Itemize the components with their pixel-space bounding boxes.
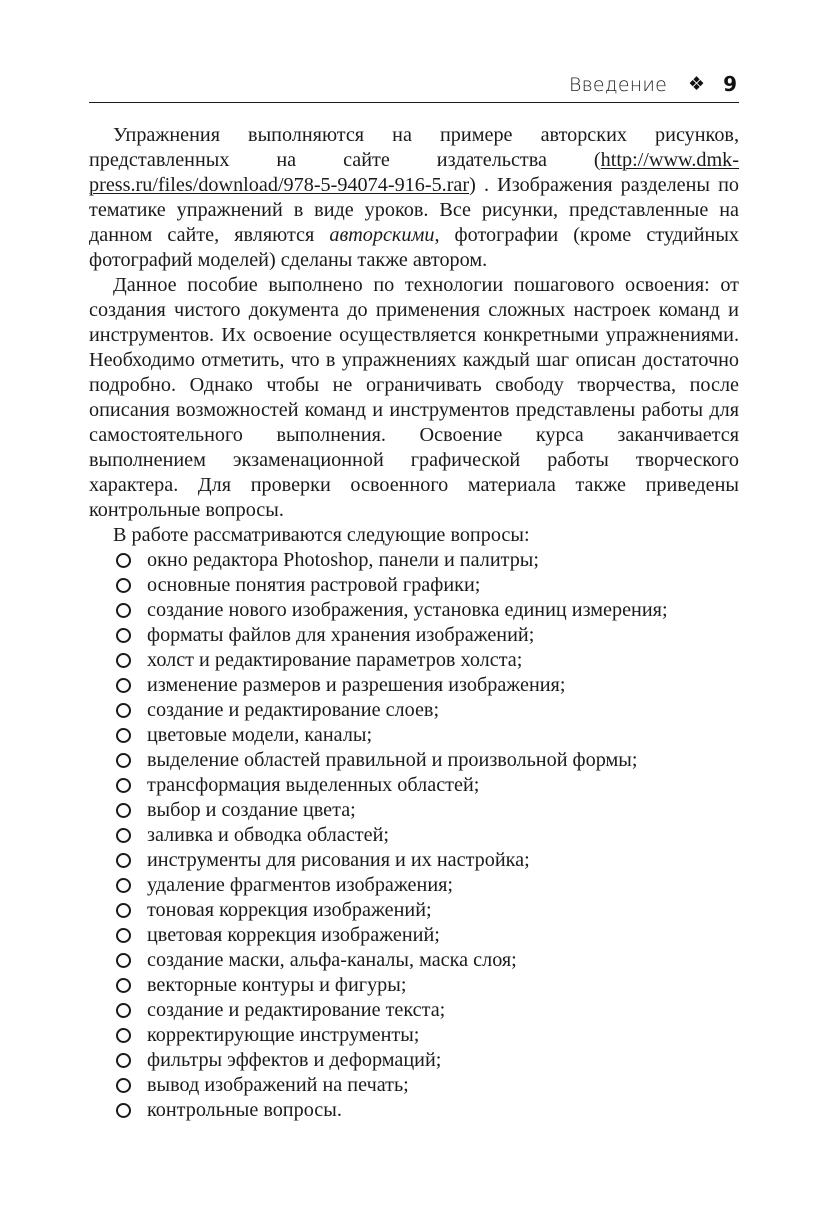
list-item — [89, 1098, 739, 1123]
list-item-text: выбор и создание цвета; — [147, 799, 356, 821]
circle-bullet-icon — [116, 553, 131, 568]
paragraph-1-text-after: , фотографии (кроме студийных фотографий моделей) сделаны также автором. — [89, 224, 739, 271]
list-item-text: изменение размеров и разрешения изображения; — [147, 674, 566, 696]
circle-bullet-icon — [116, 1103, 131, 1118]
circle-bullet-icon — [116, 678, 131, 693]
list-item — [89, 723, 739, 748]
list-item — [89, 898, 739, 923]
circle-bullet-icon — [116, 578, 131, 593]
list-item-text: фильтры эффектов и деформаций; — [147, 1049, 442, 1071]
list-item-text: цветовая коррекция изображений; — [147, 924, 440, 946]
ornament-icon: ❖ — [687, 73, 705, 95]
circle-bullet-icon — [116, 878, 131, 893]
circle-bullet-icon — [116, 928, 131, 943]
circle-bullet-icon — [116, 953, 131, 968]
section-title: Введение — [568, 74, 667, 96]
list-item-text: цветовые модели, каналы; — [147, 724, 373, 746]
circle-bullet-icon — [116, 603, 131, 618]
circle-bullet-icon — [116, 1053, 131, 1068]
paragraph-2: Данное пособие выполнено по технологии пошагового освоения: от создания чистого документа до применения сложных настроек команд и инструментов. Их освоение осуществляется конкретными упражнениями. Необходимо отметить, что в упражнениях каждый шаг описан достаточно подробно. Однако чтобы не ограничивать свободу творчества, после описания возможностей команд и инструментов представлены работы для самостоятельного выполнения. Освоение курса заканчивается выполнением экзаменационной графической работы творческого характера. Для проверки освоенного материала также приведены контрольные вопросы. — [89, 274, 739, 521]
list-item — [89, 673, 739, 698]
download-link[interactable]: http://www.dmk-press.ru/files/download/978-5-94074-916-5.rar — [89, 149, 739, 196]
list-item — [89, 1023, 739, 1048]
list-item-text: корректирующие инструменты; — [147, 1024, 420, 1046]
list-item-text: трансформация выделенных областей; — [147, 774, 480, 796]
list-item — [89, 798, 739, 823]
list-item — [89, 848, 739, 873]
list-item-text: контрольные вопросы. — [147, 1099, 342, 1121]
list-item — [89, 698, 739, 723]
list-item — [89, 573, 739, 598]
list-item-text: окно редактора Photoshop, панели и палитры; — [147, 549, 539, 571]
page-number: 9 — [723, 72, 737, 96]
list-item — [89, 998, 739, 1023]
list-item — [89, 648, 739, 673]
list-item-text: создание маски, альфа-каналы, маска слоя; — [147, 949, 517, 971]
list-item-text: основные понятия растровой графики; — [147, 574, 481, 596]
list-item — [89, 598, 739, 623]
list-item-text: создание и редактирование текста; — [147, 999, 446, 1021]
list-item-text: вывод изображений на печать; — [147, 1074, 409, 1096]
list-item — [89, 623, 739, 648]
circle-bullet-icon — [116, 828, 131, 843]
circle-bullet-icon — [116, 903, 131, 918]
list-item-text: выделение областей правильной и произвольной формы; — [147, 749, 638, 771]
list-item-text: инструменты для рисования и их настройка; — [147, 849, 530, 871]
page-body — [89, 123, 739, 1123]
topics-list — [89, 548, 739, 1123]
list-item — [89, 973, 739, 998]
list-item — [89, 823, 739, 848]
circle-bullet-icon — [116, 628, 131, 643]
list-intro: В работе рассматриваются следующие вопросы: — [113, 524, 530, 546]
list-item-text: холст и редактирование параметров холста; — [147, 649, 523, 671]
circle-bullet-icon — [116, 778, 131, 793]
paragraph-1 — [89, 123, 739, 273]
circle-bullet-icon — [116, 853, 131, 868]
circle-bullet-icon — [116, 1078, 131, 1093]
paragraph-1-text-before: Упражнения выполняются на примере авторских рисунков, представленных на сайте издательства ( — [89, 124, 739, 171]
list-item — [89, 1073, 739, 1098]
circle-bullet-icon — [116, 753, 131, 768]
list-item-text: удаление фрагментов изображения; — [147, 874, 454, 896]
paragraph-1-text-middle: ) . Изображения разделены по тематике упражнений в виде уроков. Все рисунки, представленные на данном сайте, являются — [89, 174, 739, 246]
list-item — [89, 948, 739, 973]
circle-bullet-icon — [116, 728, 131, 743]
circle-bullet-icon — [116, 978, 131, 993]
circle-bullet-icon — [116, 1003, 131, 1018]
list-item — [89, 1048, 739, 1073]
list-item — [89, 548, 739, 573]
list-item-text: тоновая коррекция изображений; — [147, 899, 432, 921]
list-item-text: форматы файлов для хранения изображений; — [147, 624, 535, 646]
list-item — [89, 923, 739, 948]
list-item-text: векторные контуры и фигуры; — [147, 974, 407, 996]
list-item-text: заливка и обводка областей; — [147, 824, 389, 846]
list-item — [89, 873, 739, 898]
circle-bullet-icon — [116, 653, 131, 668]
circle-bullet-icon — [116, 1028, 131, 1043]
circle-bullet-icon — [116, 703, 131, 718]
running-header — [89, 70, 739, 103]
list-item — [89, 773, 739, 798]
list-item-text: создание нового изображения, установка единиц измерения; — [147, 599, 668, 621]
list-item-text: создание и редактирование слоев; — [147, 699, 440, 721]
circle-bullet-icon — [116, 803, 131, 818]
paragraph-1-emphasis: авторскими — [329, 224, 435, 246]
list-item — [89, 748, 739, 773]
